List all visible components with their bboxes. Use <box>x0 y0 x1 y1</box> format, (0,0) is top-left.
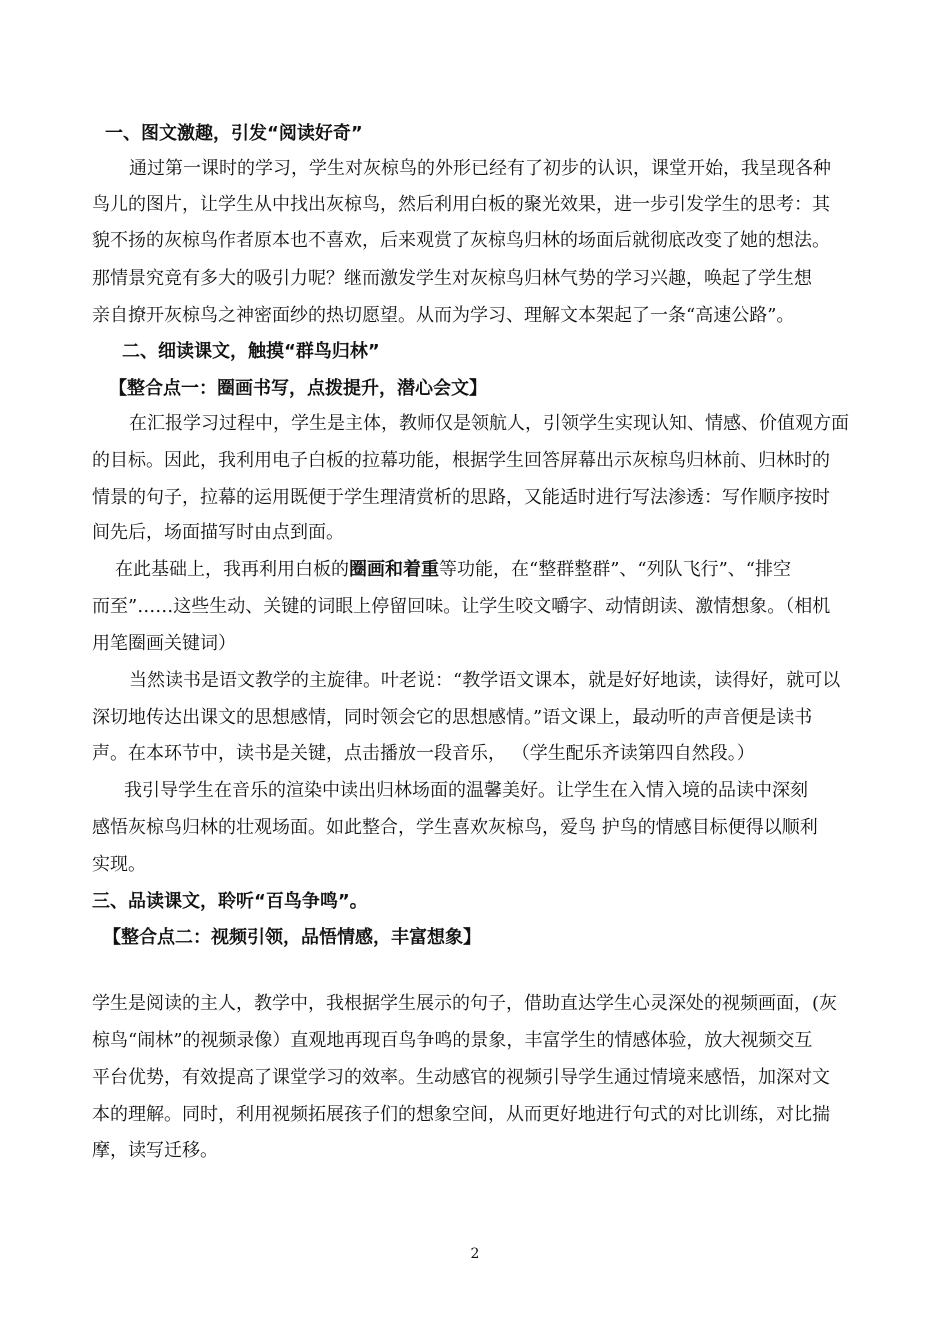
section-2-paragraph-line: 深切地传达出课文的思想感情，同时领会它的思想感情。”语文课上，最动听的声音便是读书 <box>92 707 813 728</box>
section-2-paragraph-line: 在汇报学习过程中，学生是主体，教师仅是领航人，引领学生实现认知、情感、价值观方面 <box>129 413 849 434</box>
section-1-paragraph-line: 通过第一课时的学习，学生对灰椋鸟的外形已经有了初步的认识，课堂开始，我呈现各种 <box>129 158 831 179</box>
section-2-paragraph-line: 感悟灰椋鸟归林的壮观场面。如此整合，学生喜欢灰椋鸟，爱鸟 护鸟的情感目标便得以顺利 <box>92 817 818 838</box>
section-2-paragraph-line: 我引导学生在音乐的渲染中读出归林场面的温馨美好。让学生在入情入境的品读中深刻 <box>124 780 808 801</box>
section-2-paragraph-line: 实现。 <box>92 854 146 875</box>
page-number: 2 <box>470 1246 480 1262</box>
section-3-paragraph-line: 摩，读写迁移。 <box>92 1140 218 1161</box>
section-2-integration-point: 【整合点一：圈画书写，点拨提升，潜心会文】 <box>109 378 487 399</box>
section-1-paragraph-line: 亲自撩开灰椋鸟之神密面纱的热切愿望。从而为学习、理解文本架起了一条“高速公路”。 <box>92 305 795 326</box>
section-3-paragraph-line: 本的理解。同时，利用视频拓展孩子们的想象空间，从而更好地进行句式的对比训练，对比揣 <box>92 1104 830 1125</box>
section-2-paragraph-line: 当然读书是语文教学的主旋律。叶老说：“教学语文课本，就是好好地读，读得好，就可以 <box>129 670 841 691</box>
section-2-heading: 二、细读课文，触摸“群鸟归林” <box>122 341 380 362</box>
section-1-paragraph-line: 鸟儿的图片，让学生从中找出灰椋鸟，然后利用白板的聚光效果，进一步引发学生的思考：其 <box>92 194 830 215</box>
emphasized-text: 圈画和着重 <box>349 559 439 580</box>
section-1-paragraph-line: 那情景究竟有多大的吸引力呢？继而激发学生对灰椋鸟归林气势的学习兴趣，唤起了学生想 <box>92 268 812 289</box>
paragraph-text: 在此基础上，我再利用白板的 <box>115 559 349 580</box>
section-2-paragraph-line: 情景的句子，拉幕的运用既便于学生理清赏析的思路，又能适时进行写法渗透：写作顺序按时 <box>92 487 830 508</box>
section-1-paragraph-line: 貌不扬的灰椋鸟作者原本也不喜欢，后来观赏了灰椋鸟归林的场面后就彻底改变了她的想法。 <box>92 230 830 251</box>
section-2-paragraph-line: 而至”……这些生动、关键的词眼上停留回味。让学生咬文嚼字、动情朗读、激情想象。（相机 <box>92 596 831 617</box>
section-3-paragraph-line: 平台优势，有效提高了课堂学习的效率。生动感官的视频引导学生通过情境来感悟，加深对文 <box>92 1067 830 1088</box>
section-2-paragraph-line: 的目标。因此，我利用电子白板的拉幕功能，根据学生回答屏幕出示灰椋鸟归林前、归林时的 <box>92 450 830 471</box>
section-2-paragraph-line: 间先后，场面描写时由点到面。 <box>92 522 344 543</box>
paragraph-text: 等功能，在“整群整群”、“列队飞行”、“排空 <box>439 559 792 580</box>
section-2-paragraph-line: 用笔圈画关键词） <box>92 633 236 654</box>
section-3-paragraph-line: 椋鸟“闹林”的视频录像）直观地再现百鸟争鸣的景象，丰富学生的情感体验，放大视频交互 <box>92 1030 813 1051</box>
section-2-paragraph-line: 声。在本环节中，读书是关键，点击播放一段音乐， （学生配乐齐读第四自然段。） <box>92 743 755 764</box>
section-3-heading: 三、品读课文，聆听“百鸟争鸣”。 <box>92 891 368 912</box>
section-1-heading: 一、图文激趣，引发“阅读好奇” <box>105 123 363 144</box>
section-3-integration-point: 【整合点二：视频引领，品悟情感，丰富想象】 <box>103 927 481 948</box>
section-2-paragraph-line <box>115 558 791 582</box>
section-3-paragraph-line: 学生是阅读的主人，教学中，我根据学生展示的句子，借助直达学生心灵深处的视频画面，(灰 <box>92 993 838 1014</box>
